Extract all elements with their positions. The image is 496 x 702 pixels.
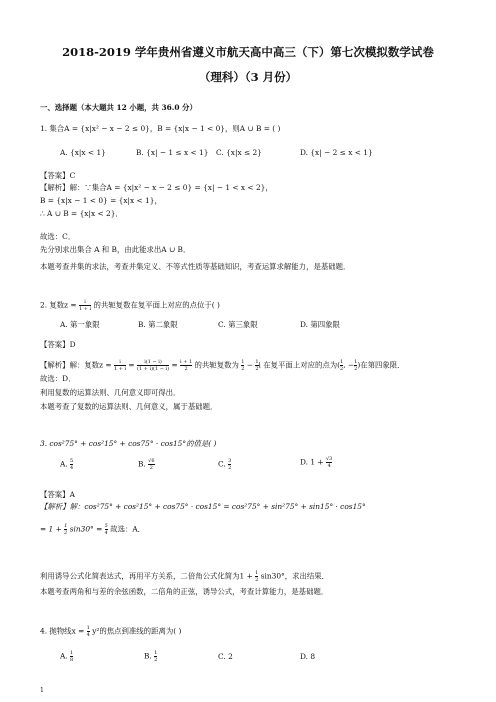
fraction: $\frac{i}{1 + i}$ [78, 299, 92, 312]
q3-analysis-line2: = 1 + $\frac{1}{2}$ sin30° = $\frac{5}{4}$ 故选：A． [40, 523, 146, 536]
q3-option-d: D. 1 + $\frac{√3}{4}$ [300, 456, 333, 469]
q1-analysis-line: ∴ A ∪ B = {x|x < 2}． [40, 209, 123, 218]
q4-stem: 4. 抛物线x = $\frac{1}{4}$ y²的焦点到准线的距离为( ) [40, 625, 182, 638]
q1-option-d: D. {x| − 2 ≤ x < 1} [300, 148, 373, 157]
q1-analysis-line: B = {x|x − 1 < 0} = {x|x < 1}， [40, 196, 162, 205]
q3-option-c: C. $\frac{3}{2}$ [218, 458, 232, 471]
q1-option-c: C. {x|x ≤ 2} [216, 148, 262, 157]
q3-method: 利用诱导公式化简表达式，再用平方关系，二倍角公式化简为1 + $\frac{1}{2}$ sin30°，求出结果． [40, 570, 330, 583]
q4-option-d: D. 8 [300, 652, 316, 661]
q3-summary: 本题考查两角和与差的余弦函数，二倍角的正弦，诱导公式，考查计算能力，是基础题． [40, 587, 329, 596]
q1-analysis-line: 本题考查并集的求法，考查并集定义、不等式性质等基础知识，考查运算求解能力，是基础题． [40, 262, 351, 271]
q2-option-b: B. 第二象限 [138, 320, 178, 329]
q2-answer: 【答案】D [40, 340, 76, 349]
q3-stem: 3. cos²75° + cos²15° + cos75° · cos15°的值是( ) [40, 439, 217, 448]
exam-title-line1: 2018-2019 学年贵州省遵义市航天高中高三（下）第七次模拟数学试卷 [62, 45, 434, 59]
q1-option-a: A. {x|x < 1} [60, 148, 106, 157]
q1-stem: 1. 集合A = {x|x² − x − 2 ≤ 0}，B = {x|x − 1 < 0}，则A ∪ B = ( ) [40, 124, 281, 133]
q3-analysis-line1: 【解析】解：cos²75° + cos²15° + cos75° · cos15° = cos²75° + sin²75° + sin15° · cos15° [40, 502, 366, 511]
section-heading: 一、选择题（本大题共 12 小题，共 36.0 分） [40, 103, 197, 112]
q2-analysis: 【解析】解：复数z = $\frac{i}{1 + i}$ = $\frac{i(1 - i)}{(1 + i)(1 - i)}$ = $\frac{i + 1}{2}$ 的共轭复数为 $\frac{1}{2}$ − $\frac{1}{2}$ i 在复平面上对应的点为( $\frac{1}{2}$ , − $\frac{1}{2}$ )在第四象限． [40, 359, 405, 372]
q2-stem [40, 299, 220, 312]
q2-analysis-line: 本题考查了复数的运算法则、几何意义，属于基础题． [40, 402, 218, 411]
page-number: 1 [40, 687, 44, 694]
q4-option-a: A. $\frac{1}{8}$ [60, 650, 74, 663]
q4-option-b: B. $\frac{1}{2}$ [144, 650, 158, 663]
q1-answer: 【答案】C [40, 171, 76, 180]
q2-option-d: D. 第四象限 [300, 320, 340, 329]
q1-analysis-line: 先分别求出集合 A 和 B，由此能求出A ∪ B． [40, 245, 191, 254]
q1-analysis-line: 【解析】解：∵集合A = {x|x² − x − 2 ≤ 0} = {x| − 1 < x < 2}， [40, 183, 273, 192]
exam-title-line2: （理科）（3 月份） [198, 70, 298, 84]
q2-analysis-line: 故选：D． [40, 374, 76, 383]
q2-analysis-line: 利用复数的运算法则、几何意义即可得出． [40, 388, 181, 397]
q2-stem-post: 的共轭复数在复平面上对应的点位于( ) [93, 300, 220, 310]
q3-option-b: B. $\frac{√6}{2}$ [138, 458, 155, 471]
q2-option-a: A. 第一象限 [60, 320, 100, 329]
q2-stem-pre: 2. 复数z = [40, 300, 77, 310]
q1-option-b: B. {x| − 1 ≤ x < 1} [136, 148, 209, 157]
q3-option-a: A. $\frac{5}{4}$ [60, 458, 74, 471]
q1-analysis-line: 故选：C． [40, 232, 76, 241]
q2-option-c: C. 第三象限 [218, 320, 258, 329]
q3-answer: 【答案】A [40, 490, 75, 499]
q4-option-c: C. 2 [218, 652, 233, 661]
